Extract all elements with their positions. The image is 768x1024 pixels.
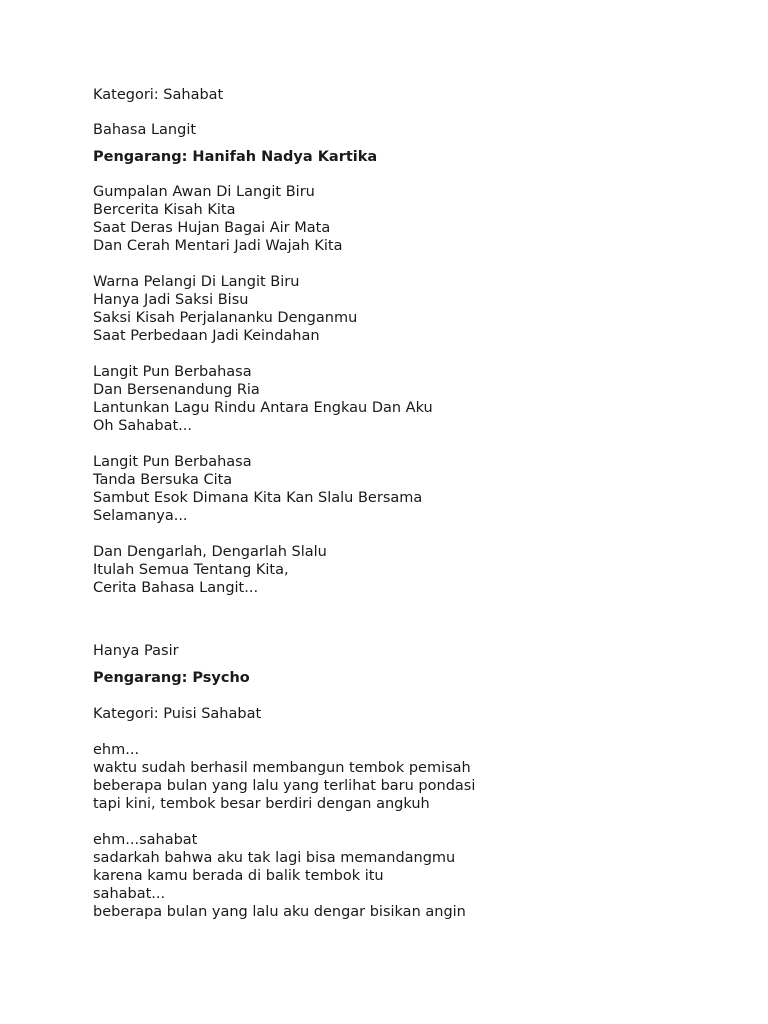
poem-line: Dan Dengarlah, Dengarlah Slalu	[93, 544, 327, 560]
poem-line: Cerita Bahasa Langit...	[93, 580, 259, 596]
poem-line: Selamanya...	[93, 508, 188, 524]
poem-line: Saksi Kisah Perjalananku Denganmu	[93, 310, 358, 326]
poem-line: sadarkah bahwa aku tak lagi bisa memandangmu	[93, 850, 456, 866]
poem-line: Saat Deras Hujan Bagai Air Mata	[93, 220, 331, 236]
poem-line: karena kamu berada di balik tembok itu	[93, 868, 384, 884]
poem1-stanza	[93, 543, 713, 597]
poem-line: ehm...sahabat	[93, 832, 198, 848]
poem1-stanza	[93, 453, 713, 525]
poem-line: sahabat...	[93, 886, 166, 902]
poem-line: Saat Perbedaan Jadi Keindahan	[93, 328, 320, 344]
poem-line: Dan Cerah Mentari Jadi Wajah Kita	[93, 238, 343, 254]
poem2-author: Pengarang: Psycho	[93, 670, 250, 686]
poem2-stanza	[93, 831, 713, 921]
poem-line: Langit Pun Berbahasa	[93, 364, 252, 380]
poem-line: Tanda Bersuka Cita	[93, 472, 233, 488]
poem-line: Bercerita Kisah Kita	[93, 202, 236, 218]
poem2-category: Kategori: Puisi Sahabat	[93, 706, 262, 722]
poem1-author: Pengarang: Hanifah Nadya Kartika	[93, 149, 378, 165]
poem-line: beberapa bulan yang lalu yang terlihat baru pondasi	[93, 778, 476, 794]
poem-line: Gumpalan Awan Di Langit Biru	[93, 184, 315, 200]
poem1-stanza	[93, 273, 713, 345]
poem-line: Oh Sahabat...	[93, 418, 192, 434]
poem1-stanza	[93, 363, 713, 435]
poem-line: Hanya Jadi Saksi Bisu	[93, 292, 249, 308]
poem-line: beberapa bulan yang lalu aku dengar bisikan angin	[93, 904, 466, 920]
poem2-stanza	[93, 741, 713, 813]
poem-line: Lantunkan Lagu Rindu Antara Engkau Dan Aku	[93, 400, 433, 416]
poem-line: Dan Bersenandung Ria	[93, 382, 260, 398]
document-page	[93, 86, 713, 921]
poem-line: ehm...	[93, 742, 140, 758]
poem-line: Sambut Esok Dimana Kita Kan Slalu Bersama	[93, 490, 423, 506]
poem1-title: Bahasa Langit	[93, 122, 197, 138]
poem-line: Warna Pelangi Di Langit Biru	[93, 274, 300, 290]
poem-line: Itulah Semua Tentang Kita,	[93, 562, 289, 578]
poem-line: waktu sudah berhasil membangun tembok pemisah	[93, 760, 471, 776]
poem1-stanza	[93, 183, 713, 255]
poem2-title: Hanya Pasir	[93, 643, 179, 659]
poem-line: Langit Pun Berbahasa	[93, 454, 252, 470]
poem-line: tapi kini, tembok besar berdiri dengan angkuh	[93, 796, 430, 812]
poem1-category: Kategori: Sahabat	[93, 87, 224, 103]
